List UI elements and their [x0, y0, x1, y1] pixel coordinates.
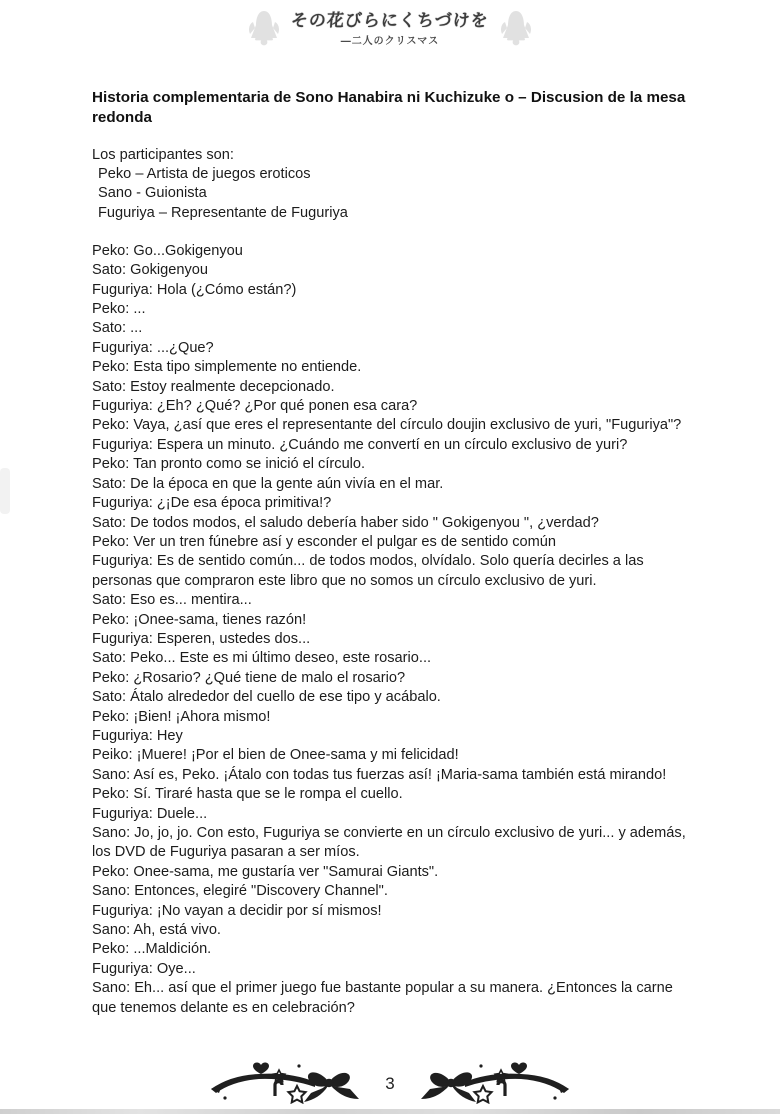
participant-line: Sano - Guionista [98, 185, 207, 202]
participants-section [92, 146, 700, 223]
series-logo-subtitle: ―二人のクリスマス [340, 36, 440, 47]
dialogue-line: Fuguriya: Hola (¿Cómo están?) [92, 281, 297, 298]
dialogue-line: Sato: Eso es... mentira... [92, 592, 252, 609]
participants-list [92, 165, 700, 223]
document-body [92, 88, 700, 1018]
header [0, 6, 780, 55]
dialogue-line: Fuguriya: Oye... [92, 960, 196, 977]
angel-bell-ornament-left-icon [247, 8, 281, 55]
dialogue-line: Fuguriya: ¡No vayan a decidir por sí mismos! [92, 902, 382, 919]
dialogue-line: Fuguriya: ...¿Que? [92, 339, 214, 356]
participant-line: Peko – Artista de juegos eroticos [98, 166, 311, 183]
page-number: 3 [385, 1073, 395, 1093]
dialogue-line: Fuguriya: Duele... [92, 805, 208, 822]
dialogue-line: Peko: Go...Gokigenyou [92, 242, 243, 259]
series-logo-title: その花びらにくちづけを [290, 11, 490, 31]
dialogue-line: Sato: Estoy realmente decepcionado. [92, 378, 335, 395]
dialogue-line: Peko: Sí. Tiraré hasta que se le rompa el cuello. [92, 786, 403, 803]
dialogue-line: Peko: Tan pronto como se inició el círculo. [92, 456, 366, 473]
dialogue-line: Peko: ... [92, 301, 146, 318]
participants-heading: Los participantes son: [92, 147, 234, 163]
footer [0, 1058, 780, 1109]
dialogue-line: Peko: Vaya, ¿así que eres el representante del círculo doujin exclusivo de yuri, "Fuguriya"? [92, 417, 682, 434]
dialogue-line: Peiko: ¡Muere! ¡Por el bien de Onee-sama y mi felicidad! [92, 747, 459, 764]
dialogue-line: Fuguriya: Es de sentido común... de todos modos, olvídalo. Solo quería decirles a las personas que compraron este libro que no somos un círculo exclusivo de yuri. [92, 553, 644, 589]
dialogue-line: Sano: Ah, está vivo. [92, 922, 221, 939]
dialogue-line: Sato: Peko... Este es mi último deseo, este rosario... [92, 650, 432, 667]
dialogue-line: Fuguriya: ¿Eh? ¿Qué? ¿Por qué ponen esa cara? [92, 398, 418, 415]
scan-smudge-artifact [0, 468, 10, 514]
dialogue-line: Sato: Átalo alrededor del cuello de ese tipo y acábalo. [92, 689, 441, 706]
dialogue-line: Fuguriya: Hey [92, 727, 183, 744]
logo-block [291, 6, 489, 47]
dialogue-line: Fuguriya: Esperen, ustedes dos... [92, 630, 311, 647]
participant-line: Fuguriya – Representante de Fuguriya [98, 204, 348, 221]
dialogue-line: Peko: ...Maldición. [92, 941, 212, 958]
dialogue-line: Sato: De todos modos, el saludo debería haber sido " Gokigenyou ", ¿verdad? [92, 514, 599, 531]
dialogue-line: Sato: ... [92, 320, 143, 337]
dialogue-line: Sato: Gokigenyou [92, 262, 209, 279]
dialogue-line: Peko: Onee-sama, me gustaría ver "Samurai Giants". [92, 863, 439, 880]
dialogue-line: Peko: Esta tipo simplemente no entiende. [92, 359, 362, 376]
dialogue-line: Fuguriya: ¿¡De esa época primitiva!? [92, 495, 332, 512]
ribbon-bow-ornament-right-icon [411, 1058, 571, 1109]
dialogue-line: Peko: ¡Bien! ¡Ahora mismo! [92, 708, 271, 725]
dialogue-line: Peko: Ver un tren fúnebre así y esconder el pulgar es de sentido común [92, 533, 557, 550]
dialogue-line: Sano: Entonces, elegiré "Discovery Channel". [92, 883, 388, 900]
dialogue-line: Sato: De la época en que la gente aún vivía en el mar. [92, 475, 444, 492]
dialogue-transcript [92, 242, 700, 1018]
scan-bottom-edge-artifact [0, 1109, 780, 1114]
dialogue-line: Peko: ¡Onee-sama, tienes razón! [92, 611, 307, 628]
ribbon-bow-ornament-left-icon [209, 1058, 369, 1109]
dialogue-line: Sano: Así es, Peko. ¡Átalo con todas tus fuerzas así! ¡Maria-sama también está mirando! [92, 766, 667, 783]
dialogue-line: Peko: ¿Rosario? ¿Qué tiene de malo el rosario? [92, 669, 406, 686]
angel-bell-ornament-right-icon [499, 8, 533, 55]
page-title: Historia complementaria de Sono Hanabira ni Kuchizuke o – Discusion de la mesa redonda [92, 89, 686, 126]
dialogue-line: Sano: Jo, jo, jo. Con esto, Fuguriya se convierte en un círculo exclusivo de yuri... y además, los DVD de Fuguriya pasaran a ser míos. [92, 825, 686, 861]
dialogue-line: Sano: Eh... así que el primer juego fue bastante popular a su manera. ¿Entonces la carne que tenemos delante es en celebración? [92, 980, 673, 1016]
dialogue-line: Fuguriya: Espera un minuto. ¿Cuándo me convertí en un círculo exclusivo de yuri? [92, 436, 628, 453]
